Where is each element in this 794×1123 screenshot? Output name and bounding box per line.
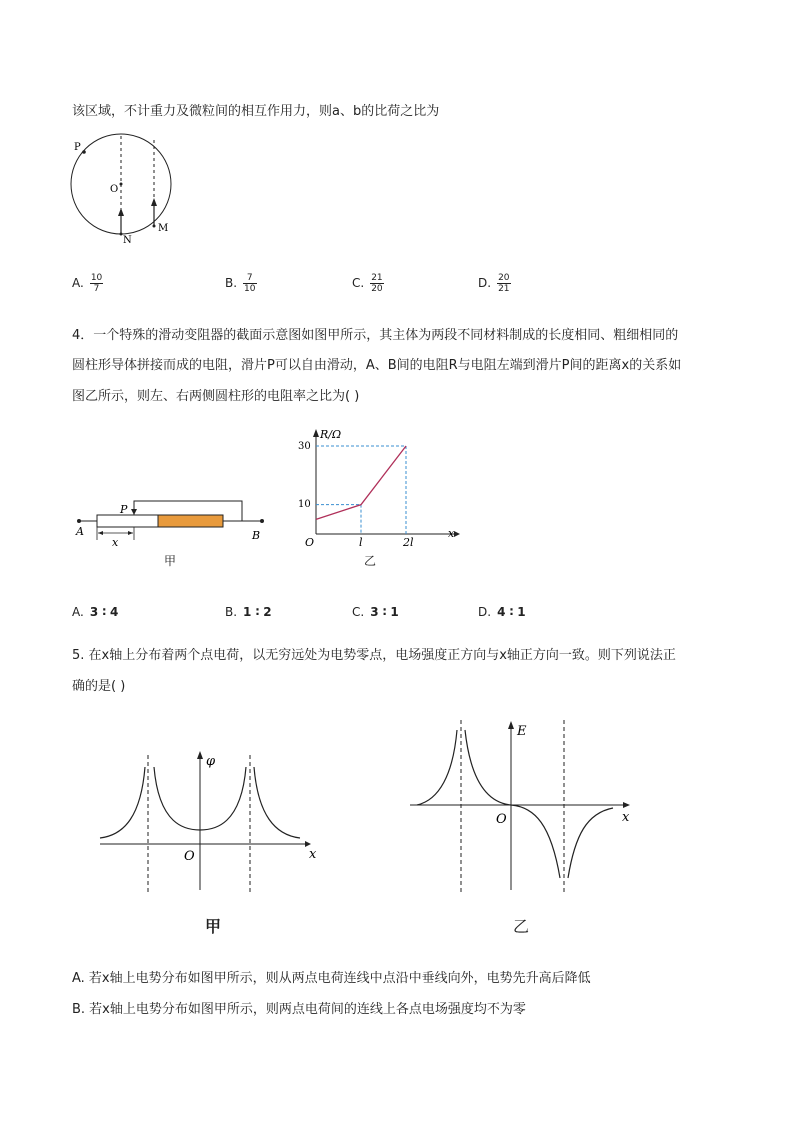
q5-yi-caption: 乙 — [513, 917, 530, 936]
q4-jia-label-x: x — [112, 536, 119, 549]
q4-yi-ylabel: R/Ω — [320, 428, 342, 441]
q4-yi-caption: 乙 — [364, 554, 377, 568]
q5-phi-figure — [95, 715, 335, 905]
q4-rx-series-line — [316, 446, 406, 519]
q5-jia-ylabel: φ — [206, 754, 216, 769]
q5-yi-xlabel: x — [622, 810, 630, 825]
q3-label-M: M — [158, 223, 169, 234]
q3-circle-figure — [62, 130, 182, 250]
q4-stem-line1: 4．一个特殊的滑动变阻器的截面示意图如图甲所示，其主体为两段不同材料制成的长度相同、粗细相同的 — [72, 328, 679, 343]
q4-jia-label-B: B — [252, 529, 261, 542]
q4-stem-line3: 图乙所示，则左、右两侧圆柱形的电阻率之比为( ) — [72, 389, 360, 404]
q4-stem-line2: 圆柱形导体拼接而成的电阻，滑片P可以自由滑动，A、B间的电阻R与电阻左端到滑片P间的距离x的关系如 — [72, 358, 682, 373]
q3-label-O: O — [110, 184, 119, 195]
q3-option-b[interactable]: B. $\frac{7}{10}$ — [225, 273, 256, 294]
q4-yi-origin: O — [305, 536, 315, 549]
q4-yi-ytick-10: 10 — [298, 499, 311, 510]
q4-option-d[interactable]: D. 4 ∶ 1 — [478, 605, 526, 619]
q3-label-N: N — [123, 235, 132, 246]
q4-yi-xlabel: x — [448, 527, 455, 540]
q5-jia-caption: 甲 — [205, 917, 222, 936]
q4-jia-label-P: P — [120, 503, 128, 516]
q5-jia-xlabel: x — [309, 847, 317, 862]
q4-jia-label-A: A — [76, 525, 84, 538]
q4-yi-xtick-l: l — [359, 536, 363, 549]
q5-yi-origin: O — [496, 812, 507, 827]
q3-stem-tail: 该区域，不计重力及微粒间的相互作用力，则a、b的比荷之比为 — [72, 104, 440, 119]
q5-e-figure — [405, 715, 645, 905]
q4-option-a[interactable]: A. 3 ∶ 4 — [72, 605, 119, 619]
q5-yi-ylabel: E — [517, 724, 527, 739]
q4-yi-ytick-30: 30 — [298, 441, 311, 452]
q4-option-b[interactable]: B. 1 ∶ 2 — [225, 605, 272, 619]
q3-option-a[interactable]: A. $\frac{10}{7}$ — [72, 273, 103, 294]
q4-yi-xtick-2l: 2l — [403, 536, 414, 549]
q5-option-b[interactable]: B. 若x轴上电势分布如图甲所示，则两点电荷间的连线上各点电场强度均不为零 — [72, 1002, 526, 1017]
q5-stem-line2: 确的是( ) — [72, 679, 126, 694]
q5-option-a[interactable]: A. 若x轴上电势分布如图甲所示，则从两点电荷连线中点沿中垂线向外，电势先升高后降低 — [72, 971, 591, 986]
q5-stem-line1: 5. 在x轴上分布着两个点电荷，以无穷远处为电势零点，电场强度正方向与x轴正方向一致。则下列说法正 — [72, 648, 676, 663]
q4-jia-caption: 甲 — [164, 554, 177, 568]
q4-option-c[interactable]: C. 3 ∶ 1 — [352, 605, 399, 619]
q5-jia-origin: O — [184, 849, 195, 864]
q3-option-d[interactable]: D. $\frac{20}{21}$ — [478, 273, 510, 294]
q4-rx-chart — [296, 425, 466, 555]
q3-label-P: P — [74, 142, 81, 153]
q3-option-c[interactable]: C. $\frac{21}{20}$ — [352, 273, 383, 294]
